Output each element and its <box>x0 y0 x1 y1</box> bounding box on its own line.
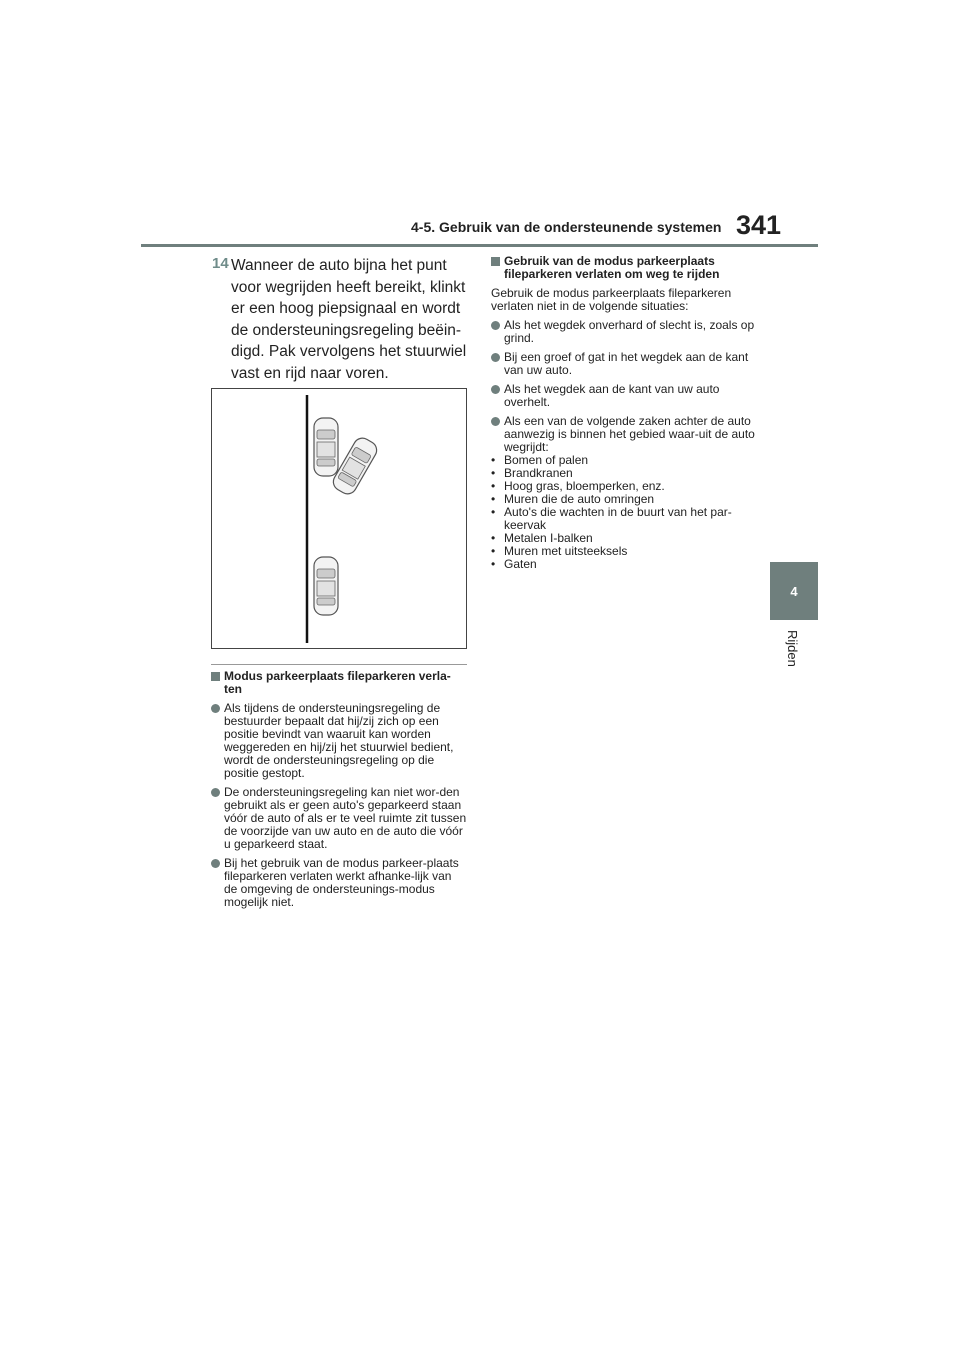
dot-bullet-icon <box>491 385 500 394</box>
parking-illustration <box>211 388 467 649</box>
section-heading <box>211 670 467 696</box>
bullet-text: Als het wegdek onverhard of slecht is, zoals op grind. <box>504 318 755 345</box>
dot-bullet-icon <box>211 704 220 713</box>
bullet-item <box>211 786 467 851</box>
parking-diagram <box>212 389 466 648</box>
sub-list <box>491 454 756 571</box>
bullet-text: Bij een groef of gat in het wegdek aan de kant van uw auto. <box>504 350 749 377</box>
step-text: Wanneer de auto bijna het punt voor wegrijden heeft bereikt, klinkt er een hoog piepsignaal en wordt de ondersteuningsregeling beëin-digd. Pak vervolgens het stuurwiel vast en rijd naar voren. <box>231 257 467 382</box>
sub-list-item: • Muren met uitsteeksels <box>491 544 628 558</box>
sub-list-item: • Muren die de auto omringen <box>491 492 655 506</box>
parked-car-front <box>314 418 338 476</box>
chapter-tab-label: Rijden <box>785 630 800 667</box>
bullet-item <box>491 319 756 345</box>
bullet-text: Als het wegdek aan de kant van uw auto overhelt. <box>504 382 720 409</box>
bullet-text: De ondersteuningsregeling kan niet wor-den gebruikt als er geen auto's geparkeerd staan vóór de auto of als er te veel ruimte zit tussen de voorzijde van uw auto en de auto die vóór u geparkeerd staat. <box>224 785 467 851</box>
dot-bullet-icon <box>211 859 220 868</box>
bullet-item <box>491 351 756 377</box>
sub-list-item: • Hoog gras, bloemperken, enz. <box>491 479 665 493</box>
section-intro: Gebruik de modus parkeerplaats fileparkeren verlaten niet in de volgende situaties: <box>491 286 732 313</box>
bullet-text: Bij het gebruik van de modus parkeer-plaats fileparkeren verlaten werkt afhanke-lijk van de omgeving de ondersteunings-modus mogelijk niet. <box>224 856 459 909</box>
header-rule <box>141 244 818 247</box>
step-number: 14 <box>212 255 229 272</box>
header-title: 4-5. Gebruik van de ondersteunende systemen <box>411 219 722 235</box>
bullet-text: Als een van de volgende zaken achter de auto aanwezig is binnen het gebied waar-uit de auto wegrijdt: <box>504 414 755 454</box>
square-bullet-icon <box>211 672 220 681</box>
dot-bullet-icon <box>491 353 500 362</box>
parked-car-rear <box>314 557 338 615</box>
bullet-item <box>211 857 467 909</box>
section-heading-text: Modus parkeerplaats fileparkeren verla-ten <box>224 669 451 696</box>
page-number: 341 <box>736 210 782 240</box>
dot-bullet-icon <box>211 788 220 797</box>
dot-bullet-icon <box>491 417 500 426</box>
section-heading <box>491 255 756 281</box>
left-column <box>211 664 467 915</box>
dot-bullet-icon <box>491 321 500 330</box>
sub-list-item: • Metalen I-balken <box>491 531 593 545</box>
sub-list-item: • Gaten <box>491 557 537 571</box>
bullet-item <box>491 415 756 571</box>
sub-list-item: • Bomen of palen <box>491 453 589 467</box>
bullet-item <box>211 702 467 780</box>
bullet-item <box>491 383 756 409</box>
section-separator <box>211 664 467 665</box>
section-heading-text: Gebruik van de modus parkeerplaats fileparkeren verlaten om weg te rijden <box>504 254 720 281</box>
chapter-tab[interactable]: 4 <box>770 562 818 620</box>
sub-list-item: • Brandkranen <box>491 466 573 480</box>
right-column <box>491 255 756 577</box>
sub-list-item: • Auto's die wachten in de buurt van het par-keervak <box>491 505 732 532</box>
bullet-body <box>491 414 756 571</box>
bullet-text: Als tijdens de ondersteuningsregeling de bestuurder bepaalt dat hij/zij zich op een positie bevindt van waaruit kan worden weggereden en hij/zij het stuurwiel bedient, wordt de ondersteuningsregeling op die positie gestopt. <box>224 701 454 780</box>
square-bullet-icon <box>491 257 500 266</box>
